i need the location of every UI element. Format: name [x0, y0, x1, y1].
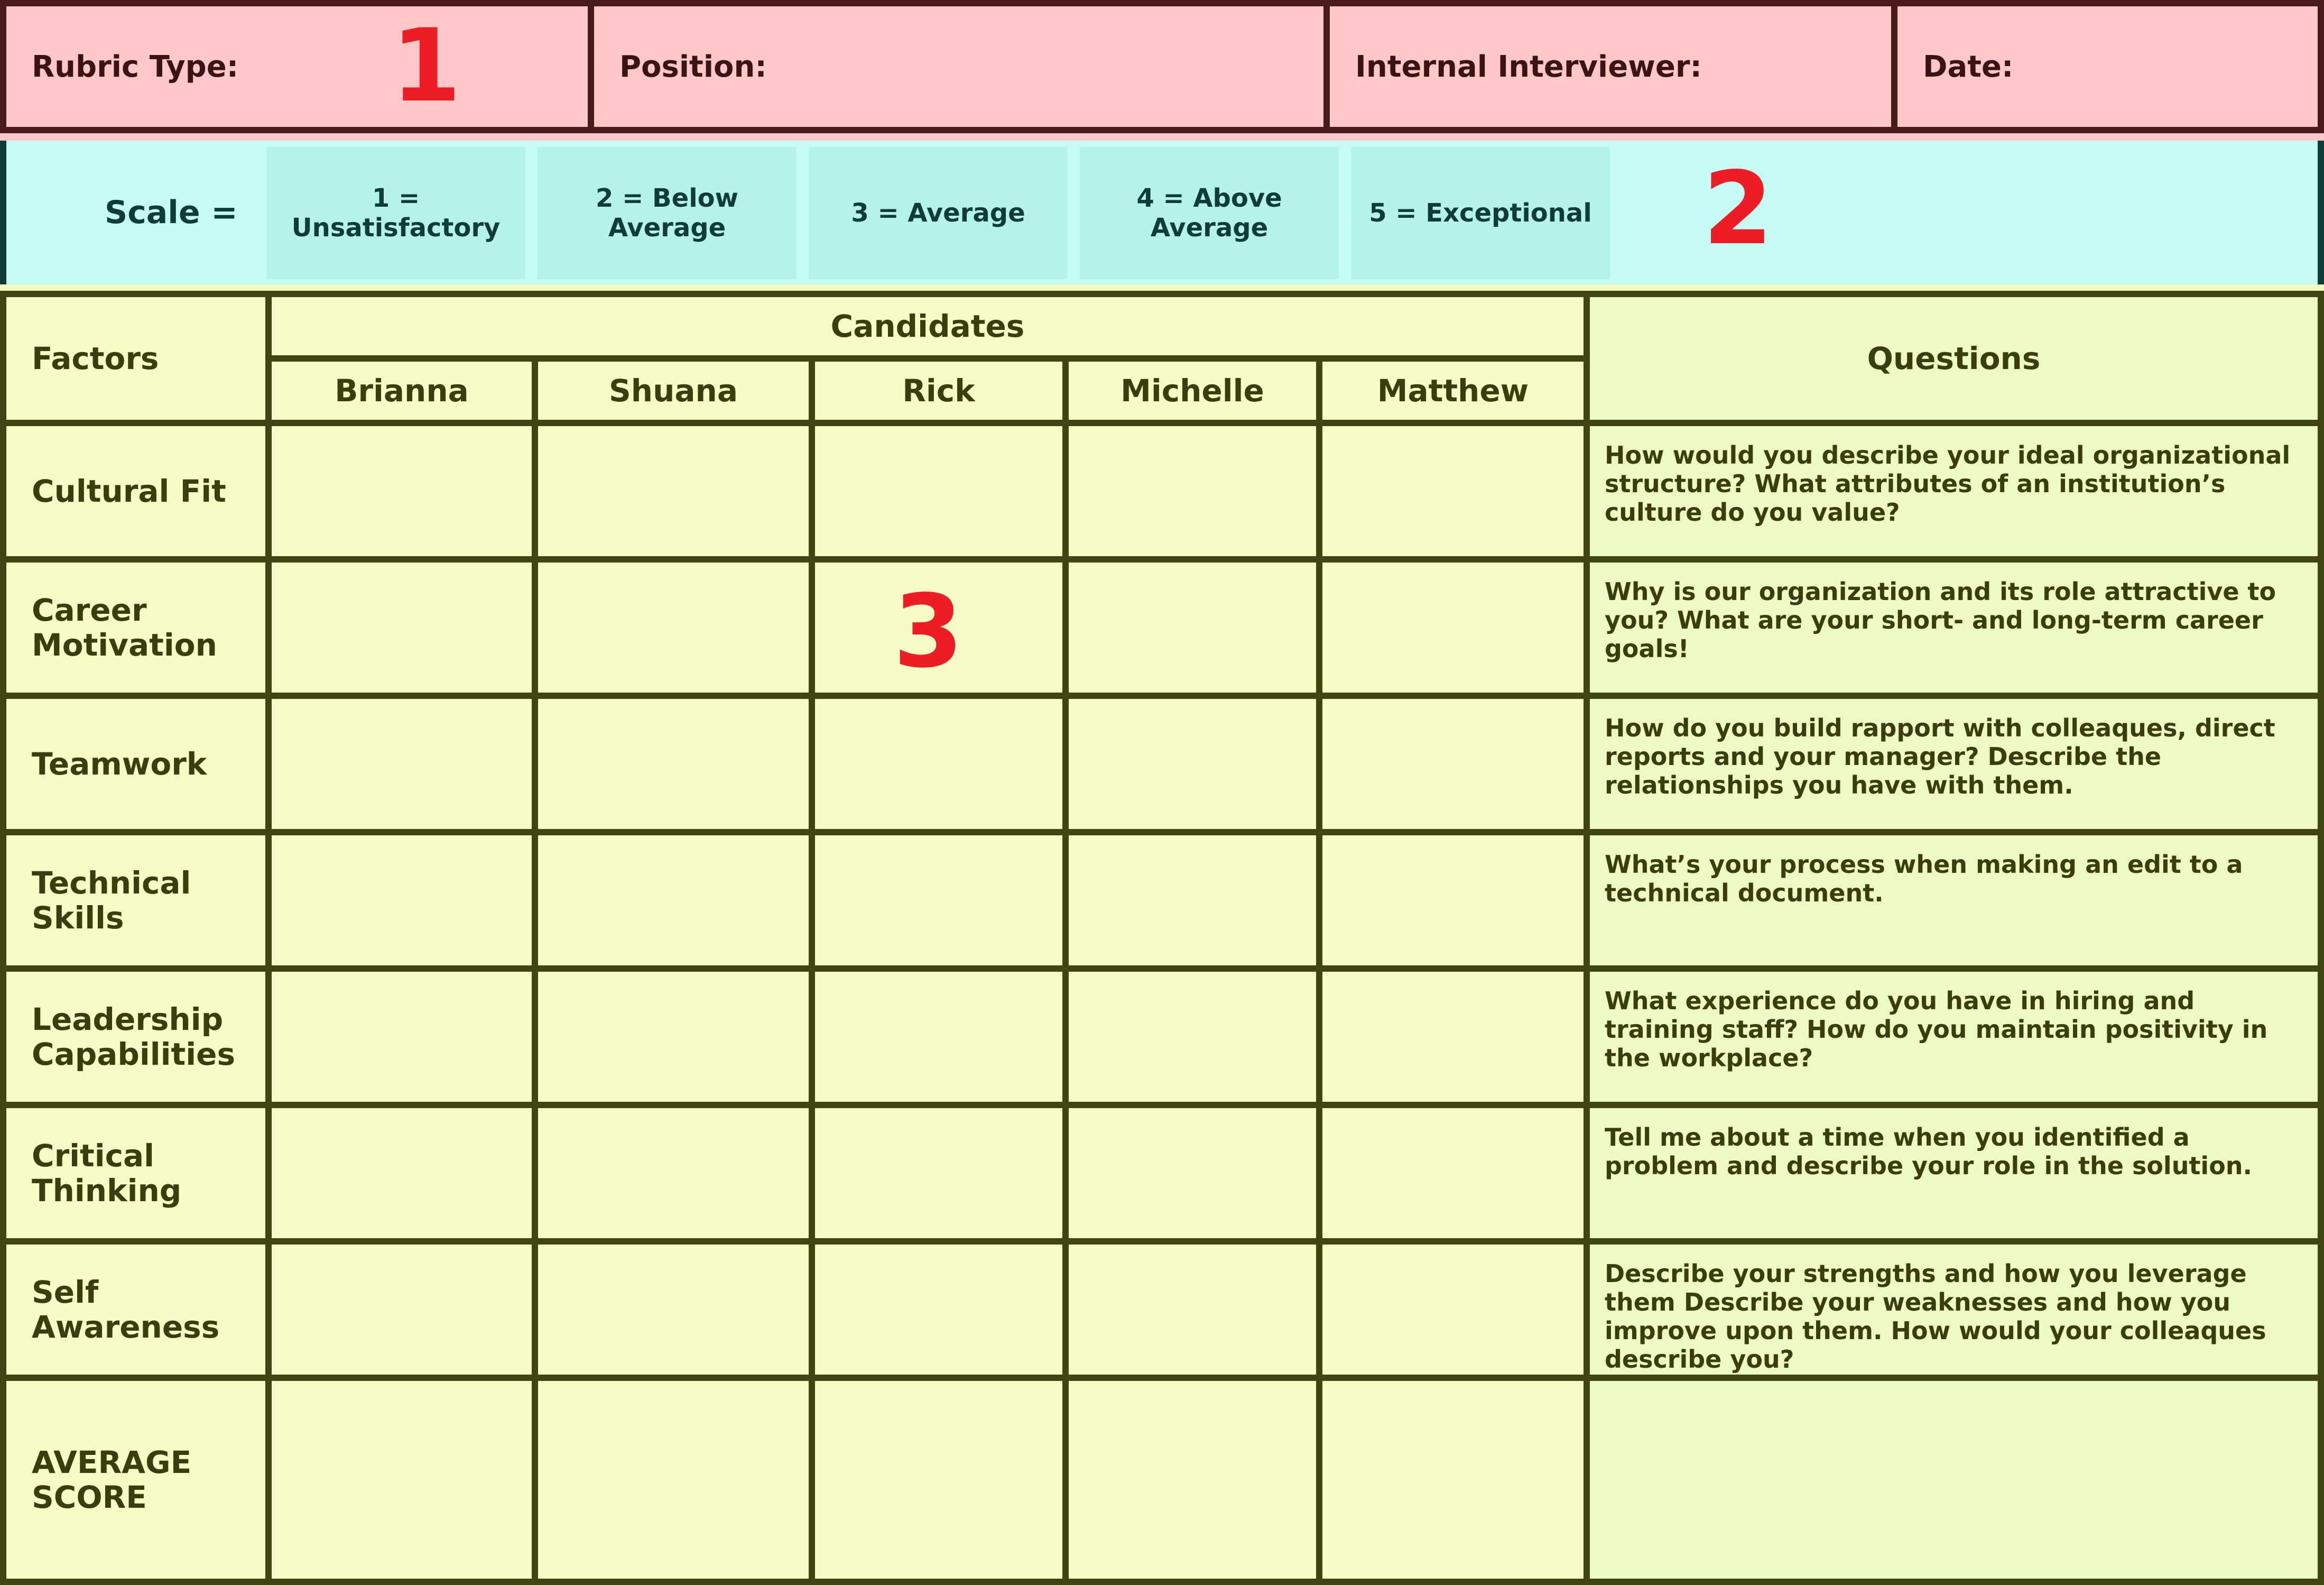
candidates-divider	[268, 355, 1590, 362]
column-line	[1316, 355, 1322, 1585]
row-line	[0, 965, 2324, 972]
position-label: Position:	[619, 49, 767, 84]
header-band	[0, 0, 2324, 133]
internal-interviewer-label: Internal Interviewer:	[1355, 49, 1702, 84]
rubric-type-label: Rubric Type:	[32, 49, 239, 84]
row-line	[0, 1238, 2324, 1245]
rubric-type-field[interactable]	[6, 6, 588, 127]
questions-header: Questions	[1867, 340, 2041, 376]
scale-label: Scale =	[105, 194, 238, 231]
rubric-table	[0, 291, 2324, 1585]
question-cultural-fit: How would you describe your ideal organizational structure? What attributes of an institution’s culture do you value?	[1605, 441, 2291, 527]
column-line	[532, 355, 538, 1585]
factor-critical-thinking: Critical Thinking	[32, 1138, 182, 1209]
question-teamwork: How do you build rapport with colleaques, direct reports and your manager? Describe the relationships you have with them.	[1605, 714, 2275, 799]
factor-career-motivation: Career Motivation	[32, 592, 217, 663]
candidate-matthew: Matthew	[1377, 373, 1529, 409]
header-divider	[1323, 6, 1330, 127]
row-line	[0, 1375, 2324, 1381]
row-line	[0, 1102, 2324, 1108]
scale-band	[0, 141, 2324, 284]
scale-item-2: 2 = Below Average	[538, 147, 797, 279]
table-border	[2318, 291, 2324, 1585]
row-line	[0, 556, 2324, 563]
candidate-shuana: Shuana	[609, 373, 738, 409]
question-critical-thinking: Tell me about a time when you identified a problem and describe your role in the solution.	[1605, 1123, 2253, 1180]
factor-leadership-capabilities: Leadership Capabilities	[32, 1001, 235, 1072]
table-border	[0, 291, 6, 1585]
candidate-rick: Rick	[902, 373, 975, 409]
question-leadership-capabilities: What experience do you have in hiring and training staff? How do you maintain positivity in the workplace?	[1605, 987, 2268, 1072]
position-field[interactable]	[594, 6, 1323, 127]
scale-item-4: 4 = Above Average	[1080, 147, 1339, 279]
header-divider	[1891, 6, 1897, 127]
column-line	[809, 355, 815, 1585]
marker-3: 3	[893, 573, 964, 690]
scale-item-1: 1 = Unsatisfactory	[266, 147, 525, 279]
factor-self-awareness: Self Awareness	[32, 1274, 220, 1345]
average-score-notes	[1590, 1381, 2318, 1579]
row-line	[0, 420, 2324, 426]
column-line	[265, 291, 272, 1585]
marker-1: 1	[391, 7, 461, 124]
factor-cultural-fit: Cultural Fit	[32, 473, 226, 509]
question-self-awareness: Describe your strengths and how you leverage them Describe your weaknesses and how you improve upon them. How would your colleaques describe you?	[1605, 1259, 2266, 1374]
factors-header: Factors	[32, 340, 159, 376]
table-border	[0, 1579, 2324, 1585]
row-line	[0, 693, 2324, 699]
factor-average-score: AVERAGE SCORE	[32, 1444, 192, 1515]
header-gap	[0, 133, 2324, 141]
header-divider	[588, 6, 594, 127]
candidate-brianna: Brianna	[335, 373, 469, 409]
candidate-michelle: Michelle	[1121, 373, 1264, 409]
question-career-motivation: Why is our organization and its role attractive to you? What are your short- and long-term career goals!	[1605, 577, 2276, 663]
marker-2: 2	[1703, 150, 1773, 267]
scale-item-5: 5 = Exceptional	[1351, 147, 1610, 279]
internal-interviewer-field[interactable]	[1330, 6, 1891, 127]
column-line	[1584, 291, 1590, 1585]
candidates-header: Candidates	[830, 308, 1025, 344]
question-technical-skills: What’s your process when making an edit to a technical document.	[1605, 850, 2243, 907]
scale-separator	[0, 284, 2324, 291]
scale-item-3: 3 = Average	[809, 147, 1068, 279]
date-field[interactable]	[1897, 6, 2318, 127]
column-line	[1062, 355, 1069, 1585]
date-label: Date:	[1923, 49, 2014, 84]
factor-teamwork: Teamwork	[32, 746, 207, 782]
row-line	[0, 829, 2324, 835]
table-border	[0, 291, 2324, 297]
factor-technical-skills: Technical Skills	[32, 865, 191, 936]
